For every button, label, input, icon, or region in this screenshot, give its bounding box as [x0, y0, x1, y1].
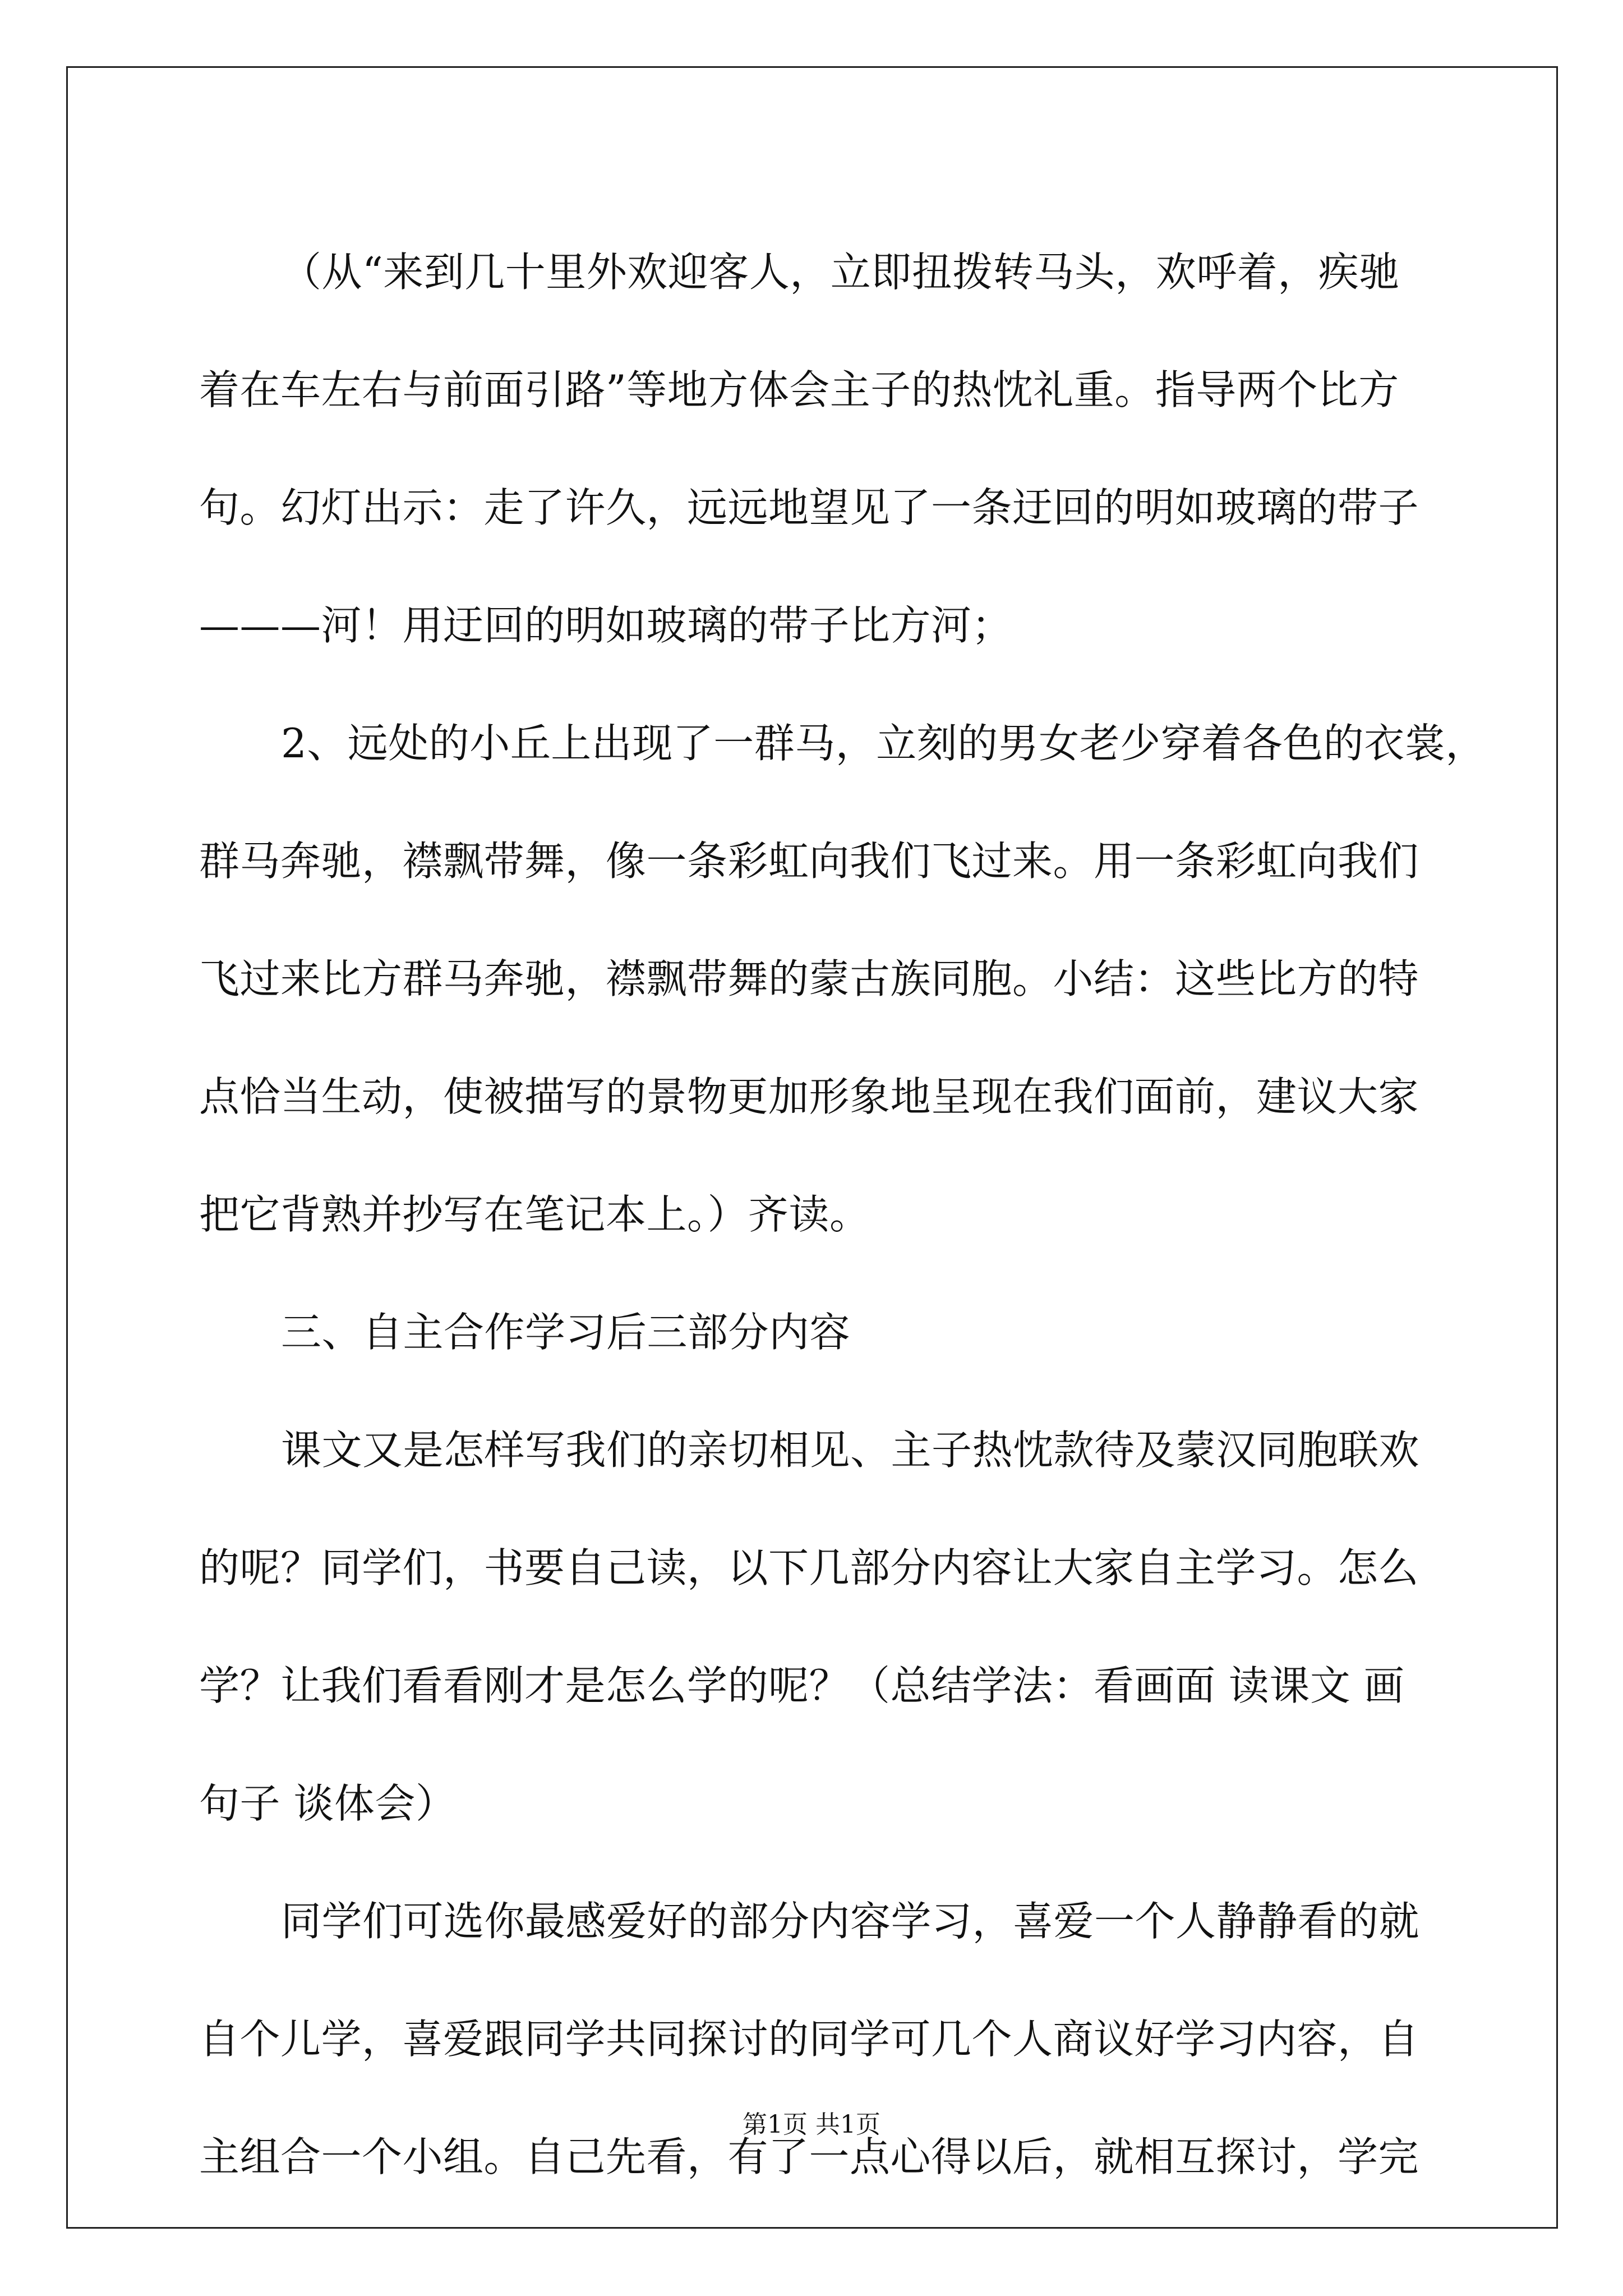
text-line: 把它背熟并抄写在笔记本上。）齐读。: [199, 1191, 870, 1238]
document-body: [199, 213, 1486, 2216]
text-line: 句。幻灯出示：走了许久，远远地望见了一条迂回的明如玻璃的带子: [199, 484, 1419, 531]
text-line: 句子 谈体会）: [199, 1780, 457, 1827]
text-line: ———河！用迂回的明如玻璃的带子比方河；: [199, 602, 1013, 649]
text-line: 2、远处的小丘上出现了一群马，立刻的男女老少穿着各色的衣裳，: [281, 720, 1486, 767]
text-line: 点恰当生动，使被描写的景物更加形象地呈现在我们面前，建议大家: [199, 1073, 1419, 1120]
text-line: 学？让我们看看刚才是怎么学的呢？（总结学法：看画面 读课文 画: [199, 1662, 1405, 1709]
text-line: 同学们可选你最感爱好的部分内容学习，喜爱一个人静静看的就: [281, 1898, 1420, 1945]
text-line: 群马奔驰，襟飘带舞，像一条彩虹向我们飞过来。用一条彩虹向我们: [199, 838, 1419, 885]
text-line: 飞过来比方群马奔驰，襟飘带舞的蒙古族同胞。小结：这些比方的特: [199, 955, 1419, 1002]
text-line: 的呢？同学们，书要自己读，以下几部分内容让大家自主学习。怎么: [199, 1544, 1419, 1591]
text-line: 着在车左右与前面引路”等地方体会主子的热忱礼重。指导两个比方: [199, 366, 1399, 413]
text-line: 主组合一个小组。自己先看，有了一点心得以后，就相互探讨，学完: [199, 2133, 1419, 2180]
page-footer: 第1页 共1页: [743, 2110, 880, 2139]
text-line: （从“来到几十里外欢迎客人，立即扭拨转马头，欢呼着，疾驰: [281, 249, 1400, 296]
section-heading: 三、自主合作学习后三部分内容: [281, 1309, 851, 1356]
text-line: 自个儿学，喜爱跟同学共同探讨的同学可几个人商议好学习内容，自: [199, 2016, 1419, 2063]
text-line: 课文又是怎样写我们的亲切相见、主子热忱款待及蒙汉同胞联欢: [281, 1427, 1420, 1474]
